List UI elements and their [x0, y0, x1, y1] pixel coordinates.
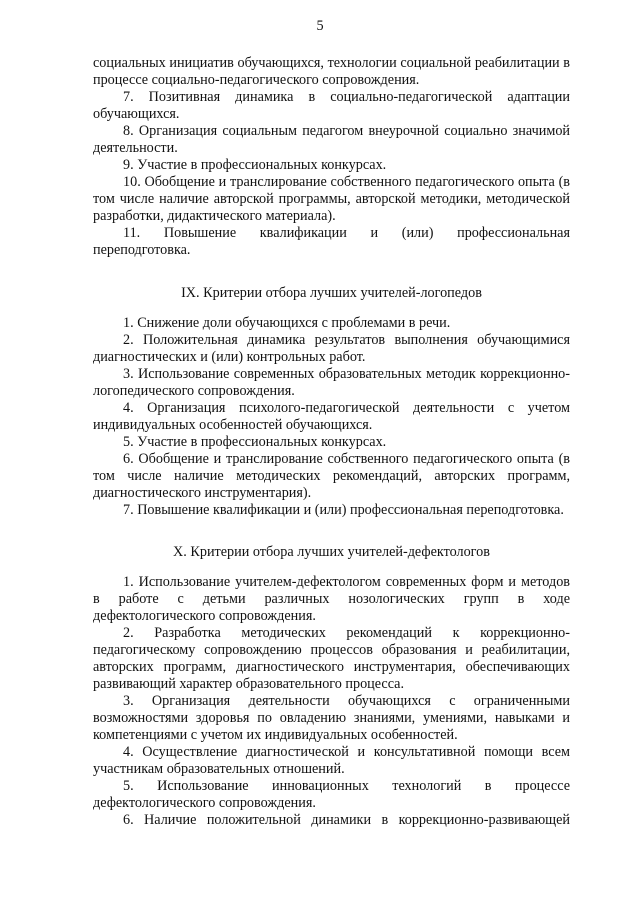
section-10-heading: X. Критерии отбора лучших учителей-дефектологов — [173, 544, 490, 560]
paragraph-item: 11. Повышение квалификации и (или) профессиональная переподготовка. — [93, 225, 570, 258]
paragraph-item: 2. Разработка методических рекомендаций к коррекционно-педагогическому сопровождению процессов образования и реабилитации, авторских программ, диагностического инструментария, обеспечивающих развивающий характер образовательного процесса. — [93, 625, 570, 692]
continued-paragraph: социальных инициатив обучающихся, технологии социальной реабилитации в процессе социально-педагогического сопровождения. — [93, 55, 570, 88]
top-block — [93, 55, 570, 259]
paragraph-item: 6. Обобщение и транслирование собственного педагогического опыта (в том числе наличие методических рекомендаций, авторских программ, диагностического инструментария). — [93, 451, 570, 501]
paragraph-item: 2. Положительная динамика результатов выполнения обучающимися диагностических и (или) контрольных работ. — [93, 332, 570, 365]
paragraph-item: 3. Организация деятельности обучающихся с ограниченными возможностями здоровья по овладению знаниями, умениями, навыками и компетенциями с учетом их индивидуальных особенностей. — [93, 693, 570, 743]
paragraph-item: 4. Организация психолого-педагогической деятельности с учетом индивидуальных особенностей обучающихся. — [93, 400, 570, 433]
paragraph-item: 5. Использование инновационных технологий в процессе дефектологического сопровождения. — [93, 778, 570, 811]
paragraph-item: 1. Использование учителем-дефектологом современных форм и методов в работе с детьми различных нозологических групп в ходе дефектологического сопровождения. — [93, 574, 570, 624]
paragraph-item: 7. Позитивная динамика в социально-педагогической адаптации обучающихся. — [93, 89, 570, 122]
paragraph-item: 4. Осуществление диагностической и консультативной помощи всем участникам образовательных отношений. — [93, 744, 570, 777]
section-9-heading: IX. Критерии отбора лучших учителей-логопедов — [181, 285, 482, 301]
section-10-list — [93, 574, 570, 829]
paragraph-item: 8. Организация социальным педагогом внеурочной социально значимой деятельности. — [93, 123, 570, 156]
paragraph-item: 9. Участие в профессиональных конкурсах. — [123, 157, 387, 173]
section-heading — [93, 285, 570, 302]
paragraph-item: 1. Снижение доли обучающихся с проблемами в речи. — [123, 315, 451, 331]
section-9-list — [93, 315, 570, 519]
page-number: 5 — [316, 18, 324, 34]
paragraph-item: 6. Наличие положительной динамики в коррекционно-развивающей — [123, 812, 570, 828]
paragraph-item: 5. Участие в профессиональных конкурсах. — [123, 434, 387, 450]
paragraph-item: 10. Обобщение и транслирование собственного педагогического опыта (в том числе наличие авторской программы, авторской методики, методической разработки, дидактического материала). — [93, 174, 570, 224]
paragraph-item: 3. Использование современных образовательных методик коррекционно-логопедического сопровождения. — [93, 366, 570, 399]
section-heading — [93, 544, 570, 561]
paragraph-item: 7. Повышение квалификации и (или) профессиональная переподготовка. — [123, 502, 564, 518]
